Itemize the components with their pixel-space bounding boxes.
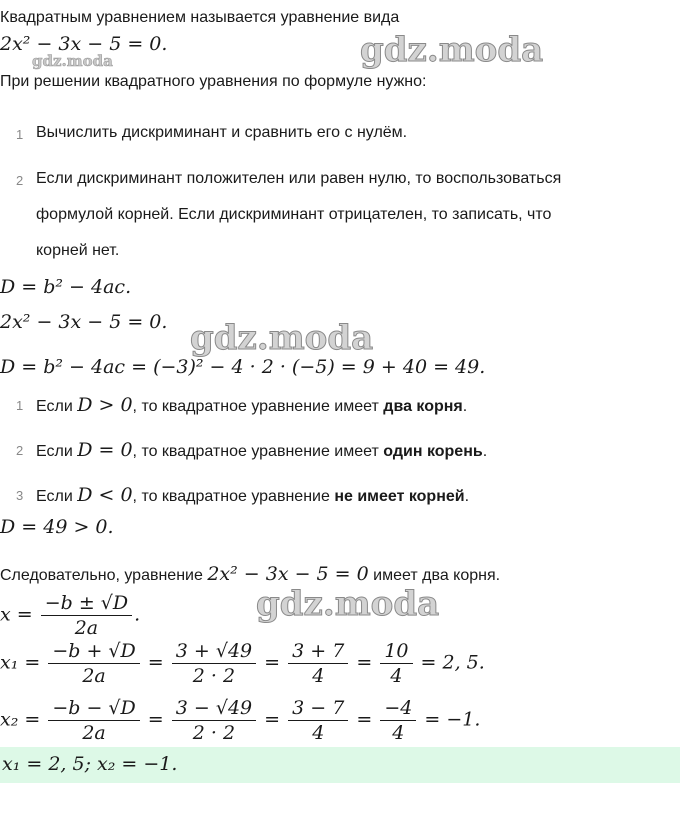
- case-item: Если D = 0, то квадратное уравнение имеет один корень.: [36, 439, 488, 461]
- watermark-3: gdz.moda: [256, 584, 440, 624]
- case-number: 2: [16, 443, 24, 458]
- equation-repeat: 2x² − 3x − 5 = 0.: [0, 311, 168, 333]
- x1-calculation: x₁ = $\frac{-b + √D}{2a}$ = $\frac{3 + √49}{2 \cdot 2}$ = $\frac{3 + 7}{4}$ = $\frac{10}{4}$ = 2, 5.: [0, 640, 485, 687]
- case-item: Если D > 0, то квадратное уравнение имеет два корня.: [36, 394, 468, 416]
- step-text: формулой корней. Если дискриминант отрицателен, то записать, что: [36, 206, 552, 223]
- intro-equation: 2x² − 3x − 5 = 0.: [0, 33, 168, 55]
- watermark-small: gdz.moda: [32, 52, 113, 70]
- watermark-2: gdz.moda: [190, 318, 374, 358]
- step-text: Если дискриминант положителен или равен нулю, то воспользоваться: [36, 170, 562, 187]
- case-number: 3: [16, 488, 24, 503]
- discriminant-value: D = 49 > 0.: [0, 516, 114, 538]
- step-number: 1: [16, 127, 24, 142]
- x2-calculation: x₂ = $\frac{-b - √D}{2a}$ = $\frac{3 - √49}{2 \cdot 2}$ = $\frac{3 - 7}{4}$ = $\frac{-4}{4}$ = −1.: [0, 697, 481, 744]
- step-text: корней нет.: [36, 242, 120, 259]
- intro-text-2: При решении квадратного уравнения по формуле нужно:: [0, 73, 427, 90]
- step-text: Вычислить дискриминант и сравнить его с нулём.: [36, 124, 408, 141]
- discriminant-formula: D = b² − 4ac.: [0, 276, 132, 298]
- step-number: 2: [16, 173, 24, 188]
- answer-box: [0, 747, 680, 783]
- discriminant-calc: D = b² − 4ac = (−3)² − 4 · 2 · (−5) = 9 + 40 = 49.: [0, 356, 486, 378]
- watermark-1: gdz.moda: [360, 30, 544, 70]
- case-item: Если D < 0, то квадратное уравнение не имеет корней.: [36, 484, 470, 506]
- intro-text: Квадратным уравнением называется уравнение вида: [0, 9, 400, 26]
- conclusion: Следовательно, уравнение 2x² − 3x − 5 = 0 имеет два корня.: [0, 563, 501, 585]
- answer-text: x₁ = 2, 5; x₂ = −1.: [2, 753, 178, 775]
- case-number: 1: [16, 398, 24, 413]
- roots-formula: x = $\frac{-b \pm √D}{2a}$ .: [0, 592, 141, 639]
